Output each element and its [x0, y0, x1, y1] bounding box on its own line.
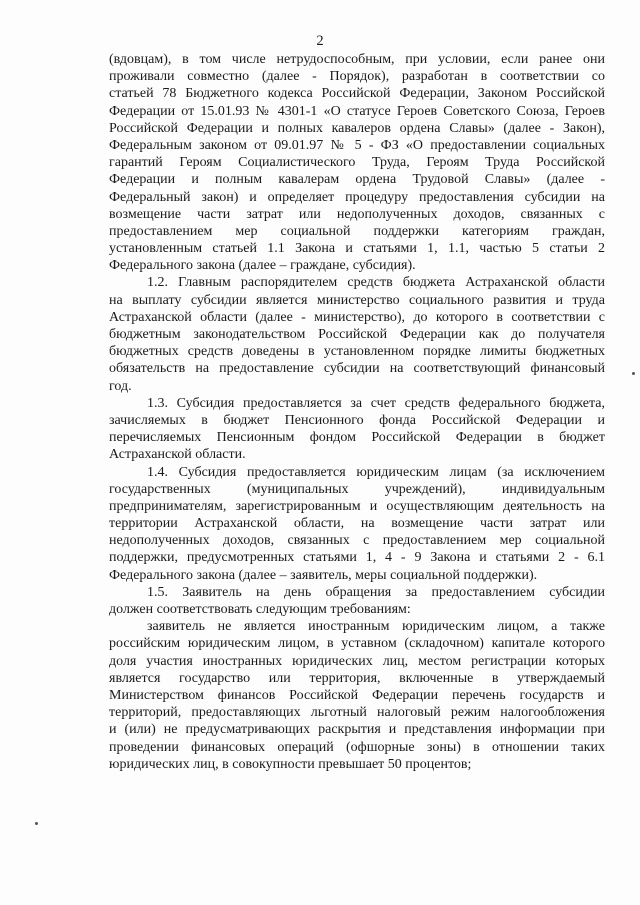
text-line: возмещение части затрат или недополученных доходов, связанных с: [109, 206, 605, 222]
text-line: территорий, предоставляющих льготный налоговый режим налогообложения: [109, 705, 605, 721]
text-line: Астраханской области.: [109, 447, 246, 463]
text-line: Российской Федерации и полных кавалеров ордена Славы» (далее - Закон),: [109, 120, 605, 136]
text-line: предпринимателям, зарегистрированным и осуществляющим деятельность на: [109, 498, 605, 514]
text-line: российским юридическим лицом, в уставном (складочном) капитале которого: [109, 636, 605, 652]
text-line: 1.4. Субсидия предоставляется юридическим лицам (за исключением: [147, 464, 605, 480]
text-line: гарантий Героям Социалистического Труда, Героям Труда Российской: [109, 155, 605, 171]
text-line: 1.2. Главным распорядителем средств бюджета Астраханской области: [147, 275, 605, 291]
text-line: государственных (муниципальных учреждений), индивидуальным: [109, 481, 605, 497]
text-line: статьей 78 Бюджетного кодекса Российской Федерации, Законом Российской: [109, 86, 605, 102]
text-line: Министерством финансов Российской Федерации перечень государств и: [109, 687, 605, 703]
text-line: 1.5. Заявитель на день обращения за предоставлением субсидии: [147, 584, 605, 600]
text-line: юридических лиц, в совокупности превышает 50 процентов;: [109, 756, 472, 772]
text-line: зачисляемых в бюджет Пенсионного фонда Российской Федерации и: [109, 412, 605, 428]
text-line: обязательств на предоставление субсидии на соответствующий финансовый: [109, 361, 605, 377]
text-line: Федеральным законом от 09.01.97 № 5 - ФЗ «О предоставлении социальных: [109, 137, 605, 153]
text-line: проживали совместно (далее - Порядок), разработан в соответствии со: [109, 69, 605, 85]
text-line: год.: [109, 378, 132, 394]
text-line: перечисляемых Пенсионным фондом Российской Федерации в бюджет: [109, 430, 605, 446]
text-line: проведении финансовых операций (офшорные зоны) в отношении таких: [109, 739, 605, 755]
text-line: должен соответствовать следующим требованиям:: [109, 602, 411, 617]
text-line: бюджетных средств доведены в установленном порядке лимиты бюджетных: [109, 344, 605, 360]
scan-mark: [35, 822, 38, 825]
document-body: [109, 51, 605, 773]
text-line: предоставлением мер социальной поддержки категориям граждан,: [109, 223, 605, 239]
text-line: заявитель не является иностранным юридическим лицом, а также: [147, 619, 605, 635]
scan-mark: [632, 372, 635, 375]
text-line: Федерации и полным кавалерам ордена Трудовой Славы» (далее -: [109, 172, 605, 188]
text-line: Федерального закона (далее – граждане, субсидия).: [109, 258, 416, 274]
text-line: установленным статьей 1.1 Закона и статьями 1, 1.1, частью 5 статьи 2: [109, 241, 605, 257]
text-line: Федерального закона (далее – заявитель, меры социальной поддержки).: [109, 567, 538, 583]
text-line: Астраханской области (далее - министерство), до которого в соответствии с: [109, 309, 605, 325]
text-line: и (или) не предусматривающих раскрытия и представления информации при: [109, 722, 605, 738]
text-line: бюджетным законодательством Российской Федерации как до получателя: [109, 327, 605, 342]
page-number: 2: [316, 33, 324, 49]
text-line: является государство или территория, включенные в утверждаемый: [109, 670, 605, 686]
text-line: (вдовцам), в том числе нетрудоспособным, при условии, если ранее они: [109, 52, 605, 67]
text-line: доля участия иностранных юридических лиц, местом регистрации которых: [109, 653, 605, 669]
text-line: Федеральный закон) и определяет процедуру предоставления субсидии на: [109, 189, 605, 205]
text-line: 1.3. Субсидия предоставляется за счет средств федерального бюджета,: [147, 395, 605, 411]
text-line: недополученных доходов, связанных с предоставлением мер социальной: [109, 533, 605, 549]
text-line: территории Астраханской области, на возмещение части затрат или: [109, 516, 605, 532]
text-line: поддержки, предусмотренных статьями 1, 4 - 9 Закона и статьями 2 - 6.1: [109, 550, 605, 566]
text-line: на выплату субсидии является министерство социального развития и труда: [109, 292, 605, 308]
text-line: Федерации от 15.01.93 № 4301-1 «О статусе Героев Советского Союза, Героев: [109, 103, 605, 119]
